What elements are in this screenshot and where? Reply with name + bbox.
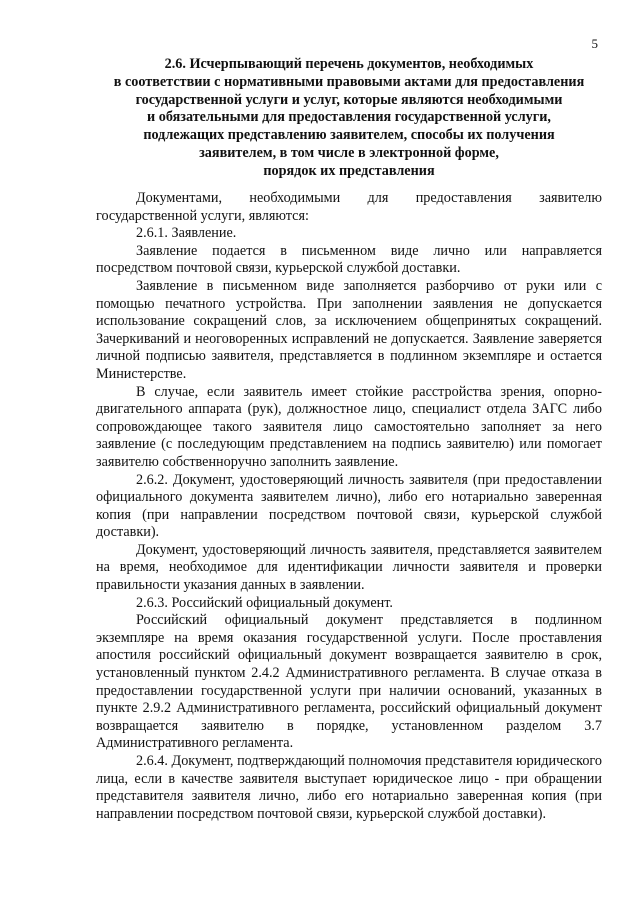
paragraph-official-document: Российский официальный документ представляется в подлинном экземпляре на время оказания государственной услуги. После проставления апостиля российский официальный документ возвращается заявителю в срок, установленный пунктом 2.4.2 Административного регламента. В случае отказа в предоставлении государственной услуги при наличии оснований, указанных в пункте 2.9.2 Административного регламента, российский официальный документ возвращается заявителю в порядке, установленном разделом 3.7 Административного регламента. — [96, 612, 602, 752]
heading-line: подлежащих представлению заявителем, способы их получения — [143, 127, 555, 144]
heading-line: и обязательными для предоставления государственной услуги, — [147, 109, 551, 126]
heading-line: государственной услуги и услуг, которые являются необходимыми — [135, 91, 563, 108]
paragraph-application-submission: Заявление подается в письменном виде лично или направляется посредством почтовой связи, курьерской службой доставки. — [96, 242, 602, 277]
page-number: 5 — [591, 36, 598, 51]
section-heading — [96, 56, 602, 181]
document-body — [96, 190, 602, 823]
paragraph-intro: Документами, необходимыми для предоставления заявителю государственной услуги, являются: — [96, 190, 602, 224]
heading-line: порядок их представления — [263, 162, 435, 179]
paragraph-2-6-1: 2.6.1. Заявление. — [136, 225, 237, 242]
paragraph-2-6-2: 2.6.2. Документ, удостоверяющий личность заявителя (при предоставлении официального документа заявителем лично), либо его нотариально заверенная копия (при направлении посредством почтовой связи, курьерской службой доставки). — [96, 471, 602, 541]
paragraph-application-filling: Заявление в письменном виде заполняется разборчиво от руки или с помощью печатного устройства. При заполнении заявления не допускается использование сокращений слов, за исключением общепринятых сокращений. Зачеркиваний и неоговоренных исправлений не допускается. Заявление заверяется личной подписью заявителя, представляется в подлинном экземпляре и остается Министерстве. — [96, 277, 602, 382]
heading-line: 2.6. Исчерпывающий перечень документов, необходимых — [164, 56, 534, 72]
heading-line: заявителем, в том числе в электронной форме, — [199, 144, 499, 161]
heading-line: в соответствии с нормативными правовыми актами для предоставления — [113, 73, 585, 90]
paragraph-2-6-4: 2.6.4. Документ, подтверждающий полномочия представителя юридического лица, если в качестве заявителя выступает юридическое лицо - при обращении представителя заявителя лично, либо его нотариально заверенная копия (при направлении посредством почтовой связи, курьерской службой доставки). — [96, 753, 602, 822]
paragraph-2-6-3: 2.6.3. Российский официальный документ. — [136, 594, 393, 611]
paragraph-identity-document: Документ, удостоверяющий личность заявителя, представляется заявителем на время, необходимое для идентификации личности заявителя и проверки правильности указания данных в заявлении. — [96, 541, 602, 594]
paragraph-disability-assistance: В случае, если заявитель имеет стойкие расстройства зрения, опорно-двигательного аппарата (рук), должностное лицо, специалист отдела ЗАГС либо сопровождающее такого заявителя лицо самостоятельно заполняет за него заявление (с последующим представлением на подпись заявителю) или помогает заявителю собственноручно заполнить заявление. — [96, 383, 602, 470]
